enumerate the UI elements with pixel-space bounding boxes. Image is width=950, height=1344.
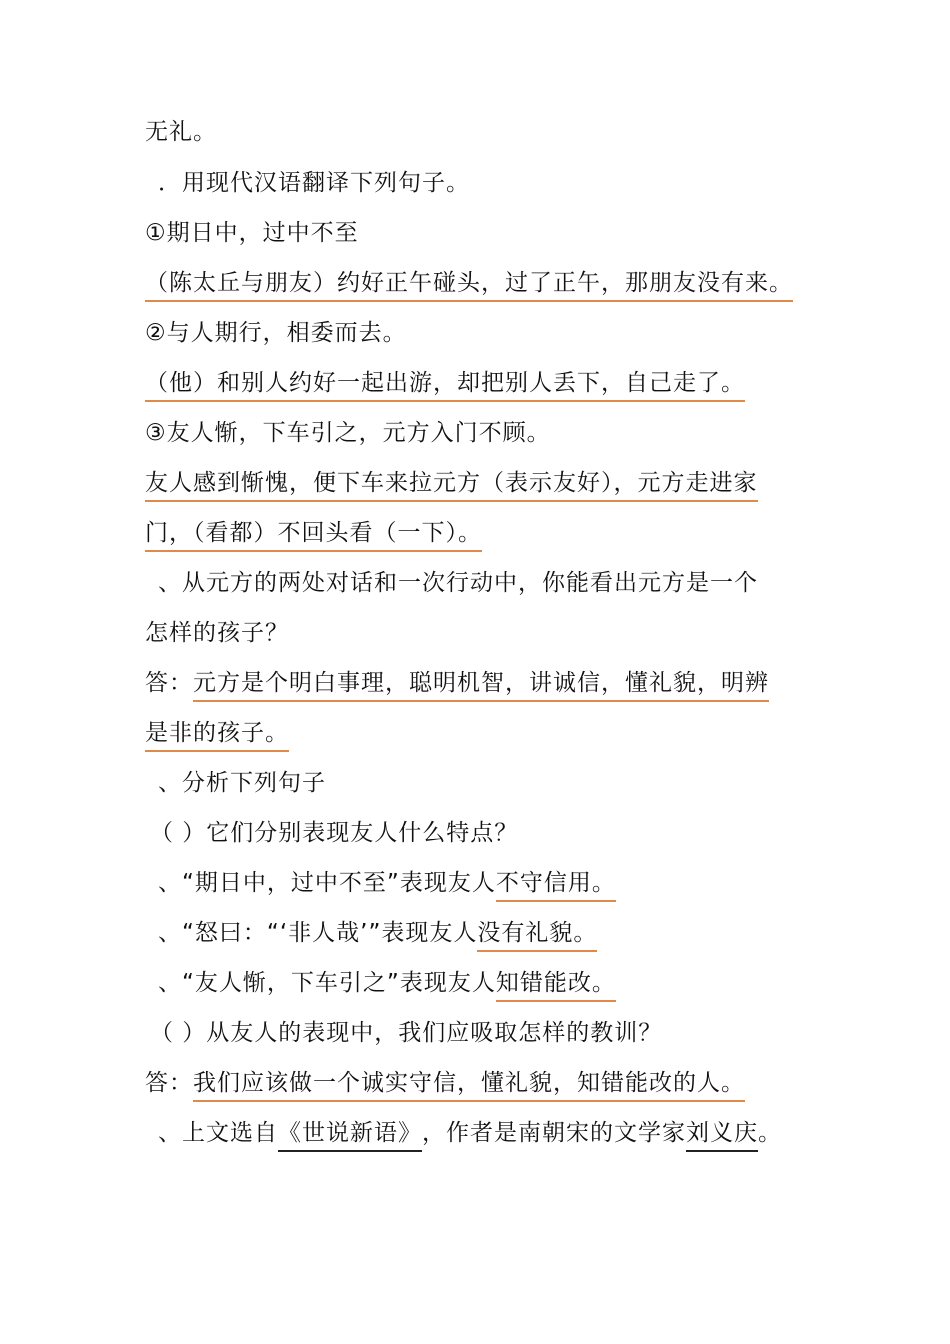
answer-text: 友人感到惭愧，便下车来拉元方（表示友好），元方走进家 (145, 470, 758, 496)
answer-prefix: 、上文选自 (158, 1120, 278, 1146)
translation-answer (145, 468, 758, 498)
source-sentence (145, 418, 551, 448)
answer-text: 不守信用。 (495, 870, 616, 896)
answer-line (158, 868, 616, 898)
answer-text: （他）和别人约好一起出游，却把别人丢下，自己走了。 (145, 370, 745, 396)
line-text: ①期日中，过中不至 (145, 220, 359, 246)
line-text: （ ）它们分别表现友人什么特点？ (150, 820, 519, 846)
line-text: ③友人惭，下车引之，元方入门不顾。 (145, 420, 551, 446)
answer-line (145, 718, 289, 748)
answer-text: 元方是个明白事理，聪明机智，讲诚信，懂礼貌，明辨 (193, 670, 769, 696)
answer-text: 没有礼貌。 (477, 920, 598, 946)
translation-answer (145, 368, 745, 398)
answer-text: 知错能改。 (495, 970, 616, 996)
question-heading (158, 168, 470, 198)
answer-prefix: 、“友人惭，下车引之”表现友人 (158, 970, 496, 996)
answer-line (145, 1068, 745, 1098)
sub-question (150, 1018, 662, 1048)
answer-line (145, 668, 769, 698)
text-line (145, 117, 217, 147)
line-text: ，作者是南朝宋的文学家 (422, 1120, 686, 1146)
answer-prefix: 答： (145, 1070, 193, 1096)
line-text: 、分析下列句子 (158, 770, 326, 796)
answer-text: 《世说新语》 (278, 1120, 422, 1146)
answer-prefix: 答： (145, 670, 193, 696)
answer-line (158, 1118, 782, 1148)
blank-author (686, 1118, 758, 1148)
answer-prefix: 、“怒曰：“‘非人哉’”表现友人 (158, 920, 478, 946)
blank-book (278, 1118, 422, 1148)
answer-line (158, 918, 597, 948)
answer-text: 我们应该做一个诚实守信，懂礼貌，知错能改的人。 (193, 1070, 745, 1096)
question-heading (158, 768, 326, 798)
question-heading (158, 568, 758, 598)
translation-answer (145, 268, 793, 298)
source-sentence (145, 218, 359, 248)
line-text: 。 (758, 1120, 782, 1146)
line-text: （ ）从友人的表现中，我们应吸取怎样的教训？ (150, 1020, 663, 1046)
translation-answer (145, 518, 482, 548)
sub-question (150, 818, 518, 848)
answer-text: 门，（看都）不回头看（一下）。 (145, 520, 482, 546)
line-text: ．用现代汉语翻译下列句子。 (158, 170, 470, 196)
line-text: 、从元方的两处对话和一次行动中，你能看出元方是一个 (158, 570, 758, 596)
source-sentence (145, 318, 407, 348)
answer-text: 刘义庆 (686, 1120, 758, 1146)
line-text: 无礼。 (145, 119, 217, 145)
text-line (145, 618, 289, 648)
answer-text: （陈太丘与朋友）约好正午碰头，过了正午，那朋友没有来。 (145, 270, 793, 296)
answer-text: 是非的孩子。 (145, 720, 289, 746)
line-text: ②与人期行，相委而去。 (145, 320, 407, 346)
answer-line (158, 968, 616, 998)
answer-prefix: 、“期日中，过中不至”表现友人 (158, 870, 496, 896)
line-text: 怎样的孩子？ (145, 620, 289, 646)
